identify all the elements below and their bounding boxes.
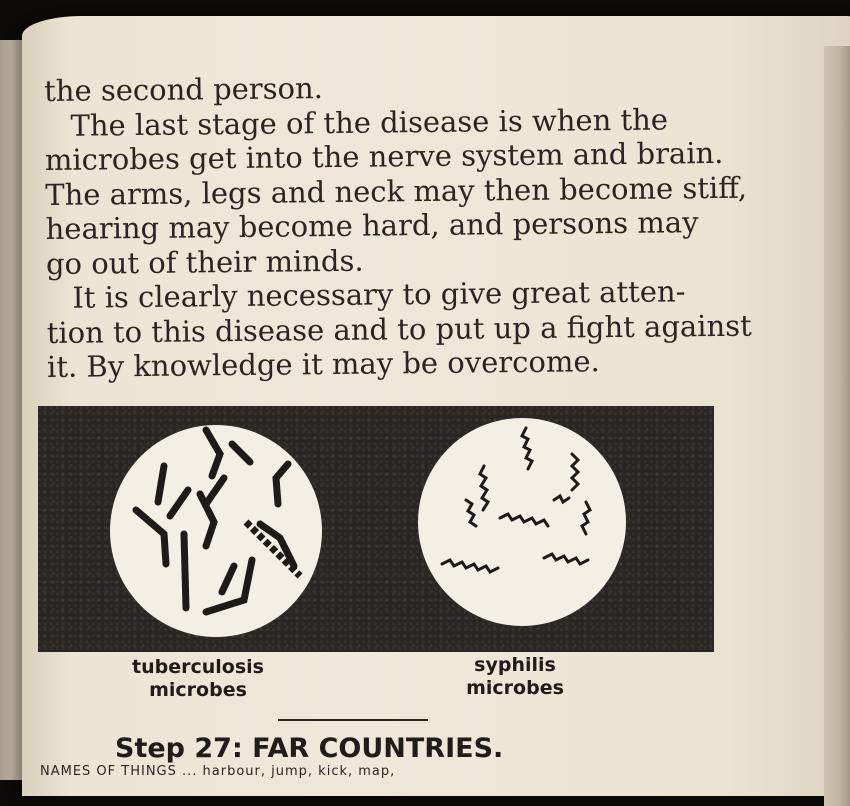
body-text [44, 67, 752, 385]
text-line: The arms, legs and neck may then become stiff, [45, 170, 748, 212]
syphilis-slide [418, 418, 626, 626]
section-divider [278, 719, 428, 721]
caption-line: microbes [149, 679, 247, 701]
microbes-drawing [38, 406, 714, 652]
text-line: the second person. [44, 71, 324, 108]
text-line: tion to this disease and to put up a fight against [46, 308, 752, 350]
caption-line: syphilis [474, 654, 556, 676]
text-line: The last stage of the disease is when the [70, 101, 669, 143]
microbes-illustration [38, 406, 714, 652]
caption-line: tuberculosis [132, 656, 264, 678]
partial-text-line: NAMES OF THINGS ... harbour, jump, kick, map, [40, 764, 396, 779]
caption-line: microbes [466, 677, 564, 699]
tuberculosis-caption [118, 656, 278, 702]
text-line: go out of their minds. [45, 243, 364, 281]
section-heading: Step 27: FAR COUNTRIES. [115, 733, 504, 764]
syphilis-caption [450, 654, 580, 700]
text-line: it. By knowledge it may be overcome. [46, 344, 600, 384]
text-line: microbes get into the nerve system and brain. [44, 135, 724, 177]
page-stack-edge [824, 46, 850, 806]
text-line: It is clearly necessary to give great atten- [72, 274, 686, 315]
text-line: hearing may become hard, and persons may [45, 205, 699, 246]
